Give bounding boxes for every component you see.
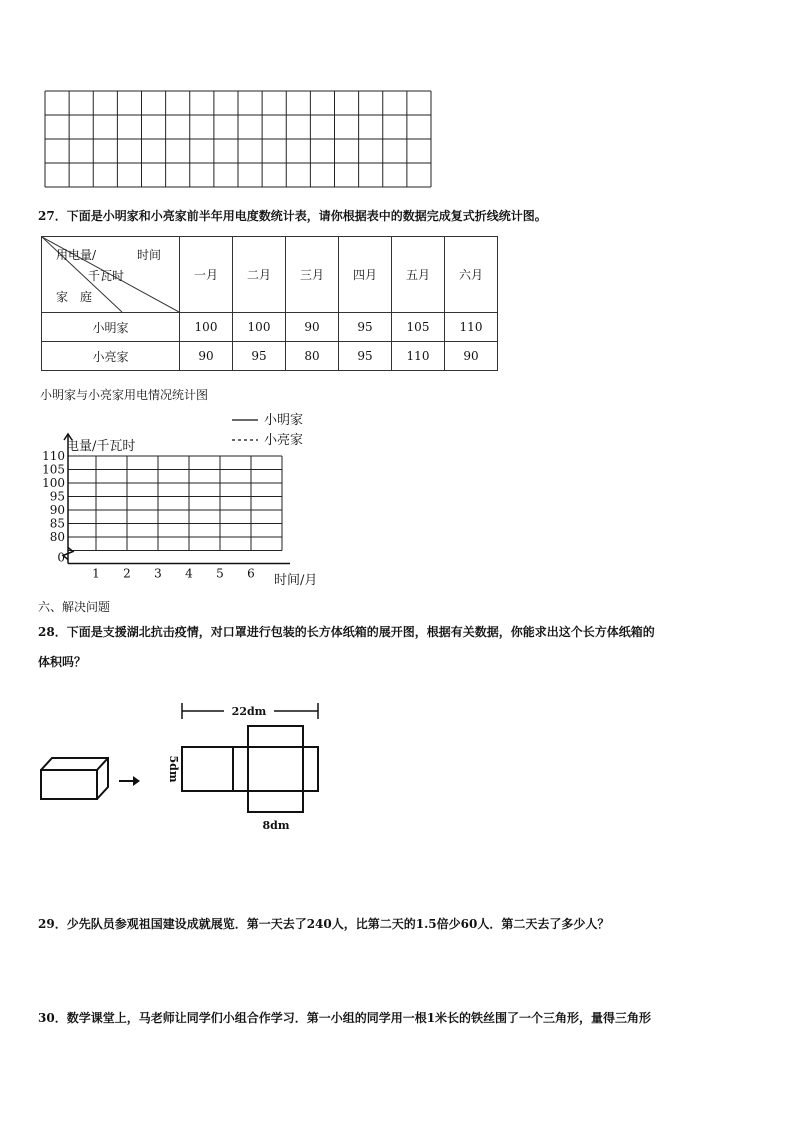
dim-bottom-label: 8dm [262,819,290,832]
x-tick-label: 6 [247,566,255,581]
x-tick-label: 3 [154,566,162,581]
month-header: 三月 [286,237,339,313]
cuboid-figure [41,758,108,799]
month-header: 二月 [233,237,286,313]
x-axis-label: 时间/月 [274,573,318,588]
row-label: 小亮家 [42,342,180,371]
x-tick-label: 1 [92,566,100,581]
arrow-icon [119,776,140,786]
y-tick-label: 90 [49,503,65,517]
table-cell: 80 [286,342,339,371]
table-cell: 100 [180,313,233,342]
q28-line1: 28．下面是支援湖北抗击疫情，对口罩进行包装的长方体纸箱的展开图，根据有关数据，你能求出这个长方体纸箱的 [38,625,655,639]
row-label: 小明家 [42,313,180,342]
table-cell: 105 [392,313,445,342]
answer-grid [44,90,432,188]
month-header: 一月 [180,237,233,313]
q28-line2: 体积吗？ [38,655,87,669]
month-header: 四月 [339,237,392,313]
table-cell: 100 [233,313,286,342]
table-cell: 110 [445,313,498,342]
month-header: 六月 [445,237,498,313]
line-chart [36,412,356,592]
table-cell: 95 [233,342,286,371]
legend-label: 小明家 [264,413,304,428]
corner-label-b: 千瓦时 [88,269,125,283]
corner-label-a: 用电量/ [56,248,97,262]
table-cell: 110 [392,342,445,371]
net-figure [182,726,318,812]
y-tick-label: 80 [49,530,65,544]
table-cell: 90 [286,313,339,342]
y-tick-label: 95 [49,489,65,504]
table-corner-header [42,237,180,313]
legend-label: 小亮家 [264,433,304,448]
section-title: 六、解决问题 [38,600,111,614]
dim-top-label: 22dm [231,705,267,718]
q29-text: 29．少先队员参观祖国建设成就展览．第一天去了240人，比第二天的1.5倍少60人．第二天去了多少人？ [38,917,610,931]
table-cell: 95 [339,313,392,342]
table-cell: 90 [445,342,498,371]
y-tick-label: 105 [42,462,65,477]
chart-caption: 小明家与小亮家用电情况统计图 [40,388,209,402]
q27-text: 27．下面是小明家和小亮家前半年用电度数统计表，请你根据表中的数据完成复式折线统计图。 [38,209,547,223]
table-cell: 95 [339,342,392,371]
y-tick-label: 100 [42,476,65,490]
y-axis-label: 电量/千瓦时 [66,439,136,454]
q30-text: 30．数学课堂上，马老师让同学们小组合作学习．第一小组的同学用一根1米长的铁丝围了一个三角形，量得三角形 [38,1011,652,1025]
y-tick-label: 0 [57,550,65,565]
table-cell: 90 [180,342,233,371]
box-diagram [36,695,336,835]
x-tick-label: 5 [216,566,224,581]
month-header: 五月 [392,237,445,313]
corner-label-d: 家 庭 [56,290,93,304]
corner-label-c: 时间 [137,248,162,262]
x-tick-label: 2 [123,566,131,581]
dim-side-label: 5dm [167,755,180,783]
x-tick-label: 4 [185,566,193,581]
y-tick-label: 110 [42,449,65,463]
table-row [42,342,498,371]
electricity-table [41,236,498,371]
table-row [42,313,498,342]
y-tick-label: 85 [49,516,65,531]
